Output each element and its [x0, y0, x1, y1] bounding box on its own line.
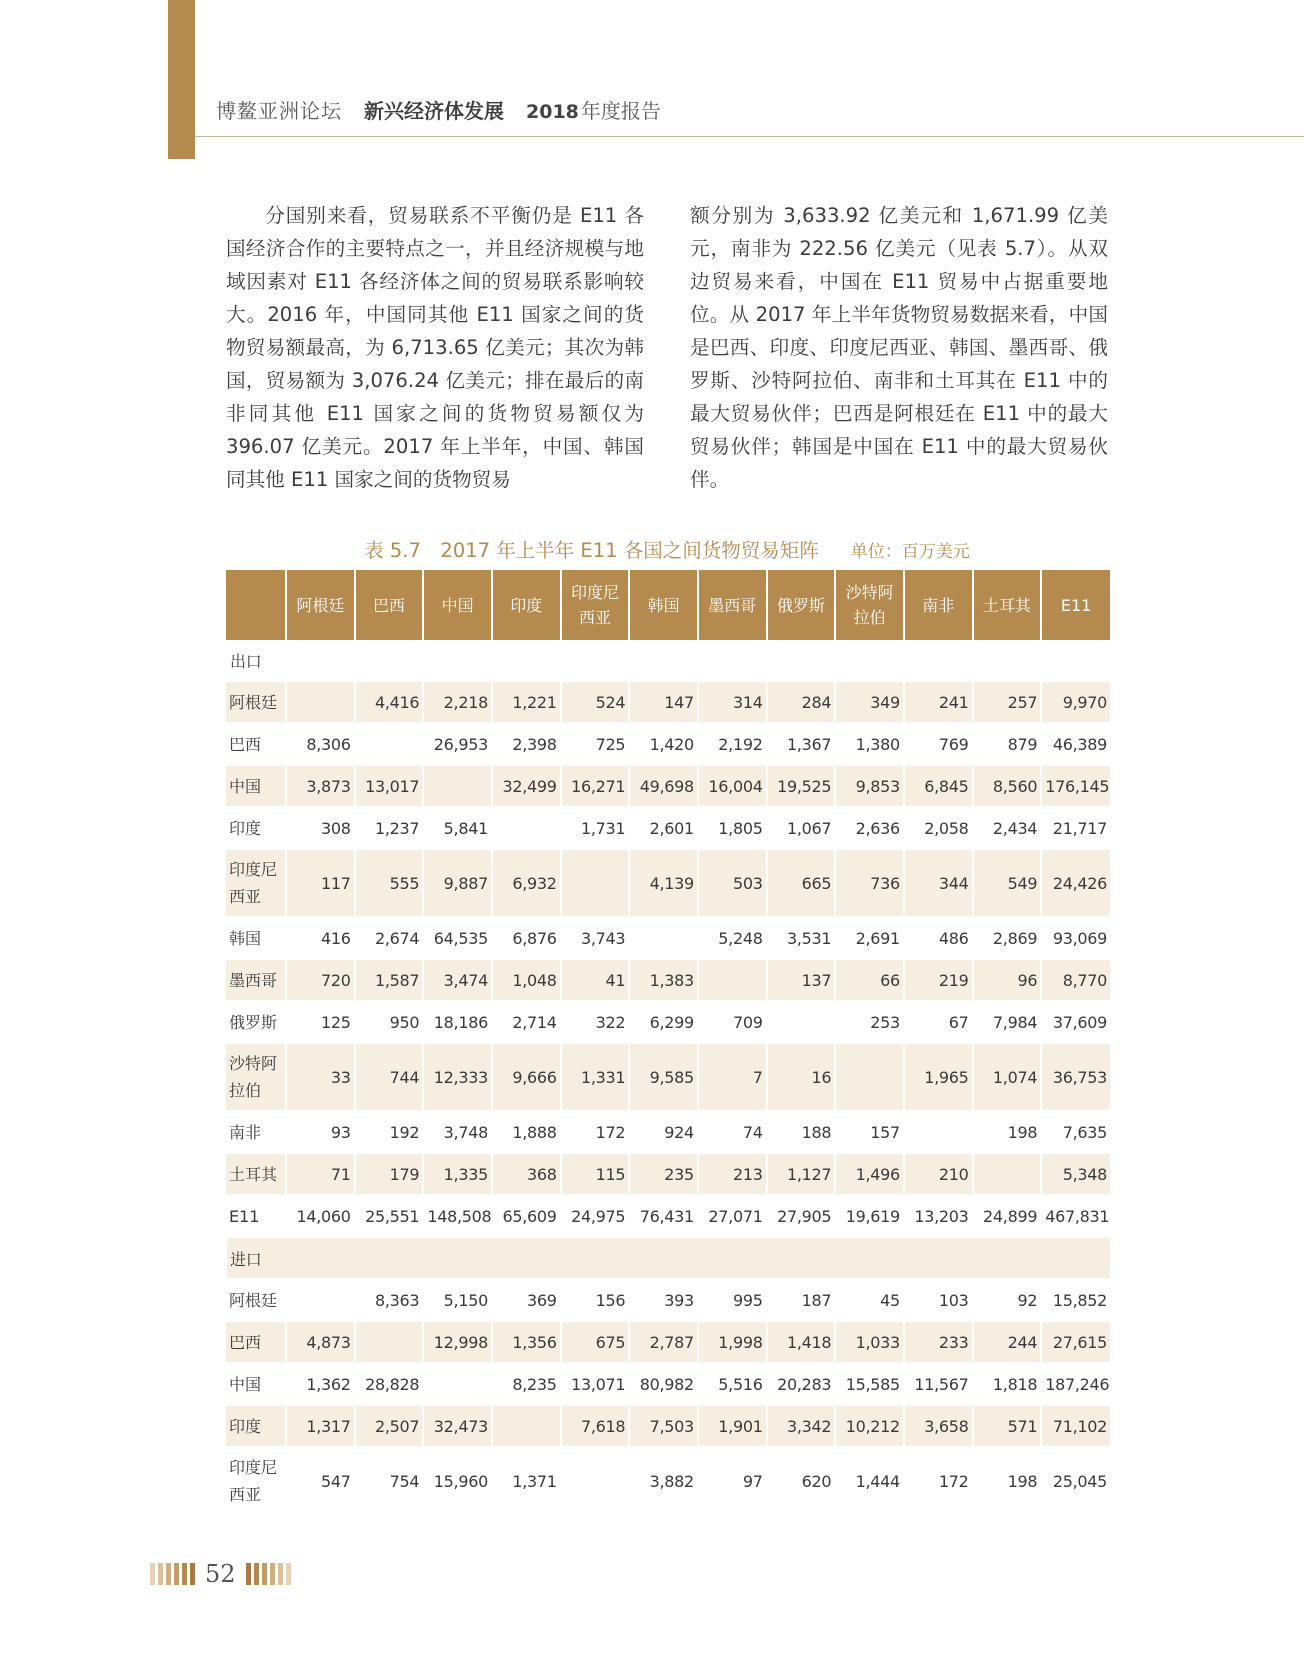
- table-cell: 9,666: [492, 1043, 561, 1111]
- row-label: 印度: [226, 807, 286, 849]
- table-cell: 46,389: [1041, 723, 1110, 765]
- table-cell: 13,203: [904, 1195, 973, 1237]
- table-row: [226, 765, 1110, 807]
- table-cell: 7: [698, 1043, 767, 1111]
- col-header: 阿根廷: [286, 570, 355, 640]
- table-cell: 6,845: [904, 765, 973, 807]
- row-label: 印度尼 西亚: [226, 849, 286, 917]
- table-body: [226, 640, 1110, 1515]
- table-cell: 14,060: [286, 1195, 355, 1237]
- table-cell: 16,004: [698, 765, 767, 807]
- table-cell: 3,342: [767, 1405, 836, 1447]
- table-row: [226, 807, 1110, 849]
- table-cell: 7,503: [629, 1405, 698, 1447]
- table-cell: 257: [973, 681, 1042, 723]
- row-label: 韩国: [226, 917, 286, 959]
- table-cell: 76,431: [629, 1195, 698, 1237]
- table-cell: 416: [286, 917, 355, 959]
- table-cell: 21,717: [1041, 807, 1110, 849]
- table-cell: [355, 1321, 424, 1363]
- table-cell: 148,508: [423, 1195, 492, 1237]
- table-cell: 709: [698, 1001, 767, 1043]
- table-cell: 547: [286, 1447, 355, 1515]
- table-cell: [492, 807, 561, 849]
- table-cell: 1,356: [492, 1321, 561, 1363]
- table-cell: 25,045: [1041, 1447, 1110, 1515]
- header-accent-bar: [168, 0, 195, 159]
- table-row: [226, 1195, 1110, 1237]
- section-label: 出口: [226, 640, 1110, 681]
- table-cell: 6,299: [629, 1001, 698, 1043]
- page-footer: [150, 1560, 291, 1588]
- table-cell: 157: [835, 1111, 904, 1153]
- table-cell: 1,418: [767, 1321, 836, 1363]
- table-cell: 1,371: [492, 1447, 561, 1515]
- table-cell: 344: [904, 849, 973, 917]
- table-cell: 2,636: [835, 807, 904, 849]
- table-cell: 5,248: [698, 917, 767, 959]
- table-cell: [904, 1111, 973, 1153]
- table-cell: 8,235: [492, 1363, 561, 1405]
- table-cell: 172: [561, 1111, 630, 1153]
- table-cell: 19,619: [835, 1195, 904, 1237]
- table-cell: 665: [767, 849, 836, 917]
- table-cell: 1,380: [835, 723, 904, 765]
- table-cell: 2,869: [973, 917, 1042, 959]
- row-label: 印度尼 西亚: [226, 1447, 286, 1515]
- table-cell: 308: [286, 807, 355, 849]
- table-cell: 27,071: [698, 1195, 767, 1237]
- header-title: 新兴经济体发展: [364, 99, 504, 123]
- table-cell: 2,601: [629, 807, 698, 849]
- table-cell: 1,362: [286, 1363, 355, 1405]
- table-cell: 233: [904, 1321, 973, 1363]
- table-cell: 16,271: [561, 765, 630, 807]
- table-cell: 754: [355, 1447, 424, 1515]
- table-cell: 9,853: [835, 765, 904, 807]
- table-cell: 253: [835, 1001, 904, 1043]
- body-column-left: [226, 199, 644, 496]
- table-cell: 147: [629, 681, 698, 723]
- table-cell: 2,218: [423, 681, 492, 723]
- body-paragraph-right: 额分别为 3,633.92 亿美元和 1,671.99 亿美元，南非为 222.56 亿美元（见表 5.7）。从双边贸易来看，中国在 E11 贸易中占据重要地位。从 2017 年上半年货物贸易数据来看，中国是巴西、印度、印度尼西亚、韩国、墨西哥、俄罗斯、沙特阿拉伯、南非和土耳其在 E11 中的最大贸易伙伴；巴西是阿根廷在 E11 中的最大贸易伙伴；韩国是中国在 E11 中的最大贸易伙伴。: [690, 204, 1108, 491]
- row-label: 沙特阿 拉伯: [226, 1043, 286, 1111]
- col-header: 巴西: [355, 570, 424, 640]
- table-cell: 37,609: [1041, 1001, 1110, 1043]
- header-forum: 博鳌亚洲论坛: [216, 99, 342, 123]
- table-cell: 6,876: [492, 917, 561, 959]
- table-cell: [629, 917, 698, 959]
- table-cell: 8,363: [355, 1279, 424, 1321]
- table-row: [226, 1405, 1110, 1447]
- table-caption: [226, 535, 1108, 563]
- table-cell: 96: [973, 959, 1042, 1001]
- table-cell: 1,367: [767, 723, 836, 765]
- table-cell: 9,970: [1041, 681, 1110, 723]
- table-cell: 219: [904, 959, 973, 1001]
- table-cell: 1,998: [698, 1321, 767, 1363]
- table-cell: 720: [286, 959, 355, 1001]
- table-cell: 28,828: [355, 1363, 424, 1405]
- table-cell: 7,618: [561, 1405, 630, 1447]
- table-cell: 2,192: [698, 723, 767, 765]
- table-cell: 9,585: [629, 1043, 698, 1111]
- row-label: 阿根廷: [226, 1279, 286, 1321]
- table-cell: 67: [904, 1001, 973, 1043]
- table-cell: 103: [904, 1279, 973, 1321]
- table-cell: 1,888: [492, 1111, 561, 1153]
- table-row: [226, 1111, 1110, 1153]
- table-cell: [355, 723, 424, 765]
- table-row: [226, 681, 1110, 723]
- header-blank: [226, 570, 286, 640]
- table-cell: 20,283: [767, 1363, 836, 1405]
- table-cell: 3,743: [561, 917, 630, 959]
- table-cell: 25,551: [355, 1195, 424, 1237]
- table-cell: 36,753: [1041, 1043, 1110, 1111]
- table-cell: 924: [629, 1111, 698, 1153]
- table-cell: 1,805: [698, 807, 767, 849]
- header-rule: [195, 136, 1304, 137]
- table-cell: 467,831: [1041, 1195, 1110, 1237]
- table-cell: 284: [767, 681, 836, 723]
- table-cell: 32,499: [492, 765, 561, 807]
- table-cell: 8,560: [973, 765, 1042, 807]
- table-cell: 5,150: [423, 1279, 492, 1321]
- table-cell: 879: [973, 723, 1042, 765]
- row-label: 巴西: [226, 1321, 286, 1363]
- table-cell: 93,069: [1041, 917, 1110, 959]
- row-label: E11: [226, 1195, 286, 1237]
- table-cell: 16: [767, 1043, 836, 1111]
- table-cell: 6,932: [492, 849, 561, 917]
- table-cell: 71: [286, 1153, 355, 1195]
- row-label: 俄罗斯: [226, 1001, 286, 1043]
- body-paragraph-left: 分国别来看，贸易联系不平衡仍是 E11 各国经济合作的主要特点之一，并且经济规模与地域因素对 E11 各经济体之间的贸易联系影响较大。2016 年，中国同其他 E11 国家之间的货物贸易额最高，为 6,713.65 亿美元；其次为韩国，贸易额为 3,076.24 亿美元；排在最后的南非同其他 E11 国家之间的货物贸易额仅为 396.07 亿美元。2017 年上半年，中国、韩国同其他 E11 国家之间的货物贸易: [226, 204, 644, 491]
- table-row: [226, 917, 1110, 959]
- table-cell: [561, 1447, 630, 1515]
- table-cell: 13,071: [561, 1363, 630, 1405]
- col-header: 印度: [492, 570, 561, 640]
- table-cell: 187: [767, 1279, 836, 1321]
- table-cell: 2,058: [904, 807, 973, 849]
- row-label: 土耳其: [226, 1153, 286, 1195]
- table-cell: 24,426: [1041, 849, 1110, 917]
- table-cell: 8,306: [286, 723, 355, 765]
- table-cell: [492, 1405, 561, 1447]
- table-cell: 92: [973, 1279, 1042, 1321]
- table-row: [226, 1153, 1110, 1195]
- table-cell: 4,139: [629, 849, 698, 917]
- table-cell: 2,507: [355, 1405, 424, 1447]
- table-cell: 4,416: [355, 681, 424, 723]
- table-cell: 198: [973, 1111, 1042, 1153]
- table-cell: 5,841: [423, 807, 492, 849]
- table-cell: 1,033: [835, 1321, 904, 1363]
- table-cell: 179: [355, 1153, 424, 1195]
- table-cell: 571: [973, 1405, 1042, 1447]
- table-cell: 486: [904, 917, 973, 959]
- row-label: 南非: [226, 1111, 286, 1153]
- table-cell: [286, 681, 355, 723]
- table-cell: 1,496: [835, 1153, 904, 1195]
- table-cell: [767, 1001, 836, 1043]
- table-row: [226, 849, 1110, 917]
- table-cell: [423, 1363, 492, 1405]
- table-cell: 1,731: [561, 807, 630, 849]
- table-cell: 314: [698, 681, 767, 723]
- table-cell: 244: [973, 1321, 1042, 1363]
- table-cell: 15,852: [1041, 1279, 1110, 1321]
- table-cell: 2,714: [492, 1001, 561, 1043]
- table-cell: 1,127: [767, 1153, 836, 1195]
- table-header-row: [226, 570, 1110, 640]
- table-cell: 71,102: [1041, 1405, 1110, 1447]
- table-cell: 32,473: [423, 1405, 492, 1447]
- row-label: 巴西: [226, 723, 286, 765]
- table-cell: 1,335: [423, 1153, 492, 1195]
- table-cell: 3,474: [423, 959, 492, 1001]
- table-cell: 369: [492, 1279, 561, 1321]
- table-cell: 549: [973, 849, 1042, 917]
- table-cell: 13,017: [355, 765, 424, 807]
- table-cell: 11,567: [904, 1363, 973, 1405]
- table-row: [226, 723, 1110, 765]
- table-cell: 675: [561, 1321, 630, 1363]
- table-cell: 5,516: [698, 1363, 767, 1405]
- left-stripes: [150, 1563, 195, 1585]
- table-cell: 620: [767, 1447, 836, 1515]
- section-label: 进口: [226, 1237, 1110, 1279]
- col-header: 中国: [423, 570, 492, 640]
- col-header: 土耳其: [973, 570, 1042, 640]
- table-row: [226, 1447, 1110, 1515]
- col-header: E11: [1041, 570, 1110, 640]
- table-cell: 97: [698, 1447, 767, 1515]
- row-label: 印度: [226, 1405, 286, 1447]
- table-cell: 187,246: [1041, 1363, 1110, 1405]
- table-cell: 1,074: [973, 1043, 1042, 1111]
- table-cell: 41: [561, 959, 630, 1001]
- table-cell: 503: [698, 849, 767, 917]
- table-row: [226, 1363, 1110, 1405]
- section-row: [226, 640, 1110, 681]
- table-cell: 1,237: [355, 807, 424, 849]
- table-cell: 1,965: [904, 1043, 973, 1111]
- table-title: 表 5.7 2017 年上半年 E11 各国之间货物贸易矩阵: [364, 539, 819, 562]
- section-row: [226, 1237, 1110, 1279]
- body-column-right: [690, 199, 1108, 496]
- col-header: 印度尼 西亚: [561, 570, 630, 640]
- table-cell: 15,585: [835, 1363, 904, 1405]
- table-cell: 2,398: [492, 723, 561, 765]
- table-cell: 12,998: [423, 1321, 492, 1363]
- table-cell: [698, 959, 767, 1001]
- table-cell: 555: [355, 849, 424, 917]
- header-year: 2018: [526, 101, 579, 123]
- table-cell: [561, 849, 630, 917]
- row-label: 阿根廷: [226, 681, 286, 723]
- table-cell: 125: [286, 1001, 355, 1043]
- table-row: [226, 959, 1110, 1001]
- running-header: [216, 95, 661, 127]
- table-cell: 368: [492, 1153, 561, 1195]
- row-label: 墨西哥: [226, 959, 286, 1001]
- table-cell: 744: [355, 1043, 424, 1111]
- table-cell: 736: [835, 849, 904, 917]
- table-cell: 74: [698, 1111, 767, 1153]
- header-suffix: 年度报告: [580, 99, 661, 123]
- table-cell: 995: [698, 1279, 767, 1321]
- col-header: 俄罗斯: [767, 570, 836, 640]
- table-cell: 210: [904, 1153, 973, 1195]
- table-cell: 2,434: [973, 807, 1042, 849]
- table-cell: 1,901: [698, 1405, 767, 1447]
- table-cell: 2,787: [629, 1321, 698, 1363]
- table-cell: 1,331: [561, 1043, 630, 1111]
- table-cell: 393: [629, 1279, 698, 1321]
- table-cell: 1,818: [973, 1363, 1042, 1405]
- table-row: [226, 1321, 1110, 1363]
- table-cell: 27,615: [1041, 1321, 1110, 1363]
- col-header: 沙特阿 拉伯: [835, 570, 904, 640]
- table-row: [226, 1279, 1110, 1321]
- table-cell: 198: [973, 1447, 1042, 1515]
- table-cell: 26,953: [423, 723, 492, 765]
- table-cell: 80,982: [629, 1363, 698, 1405]
- table-cell: 3,531: [767, 917, 836, 959]
- table-cell: 235: [629, 1153, 698, 1195]
- table-cell: 27,905: [767, 1195, 836, 1237]
- table-cell: 1,048: [492, 959, 561, 1001]
- table-cell: 3,882: [629, 1447, 698, 1515]
- table-cell: 769: [904, 723, 973, 765]
- table-row: [226, 1043, 1110, 1111]
- col-header: 墨西哥: [698, 570, 767, 640]
- table-cell: 5,348: [1041, 1153, 1110, 1195]
- table-cell: 10,212: [835, 1405, 904, 1447]
- table-cell: 950: [355, 1001, 424, 1043]
- table-cell: [973, 1153, 1042, 1195]
- table-cell: 3,873: [286, 765, 355, 807]
- table-cell: 241: [904, 681, 973, 723]
- table-cell: 137: [767, 959, 836, 1001]
- col-header: 韩国: [629, 570, 698, 640]
- table-cell: 93: [286, 1111, 355, 1153]
- table-cell: 33: [286, 1043, 355, 1111]
- table-cell: 176,145: [1041, 765, 1110, 807]
- table-cell: 322: [561, 1001, 630, 1043]
- table-cell: 349: [835, 681, 904, 723]
- table-cell: 49,698: [629, 765, 698, 807]
- table-cell: 9,887: [423, 849, 492, 917]
- table-cell: 24,899: [973, 1195, 1042, 1237]
- table-cell: 1,444: [835, 1447, 904, 1515]
- table-cell: 19,525: [767, 765, 836, 807]
- table-cell: 1,317: [286, 1405, 355, 1447]
- table-cell: 8,770: [1041, 959, 1110, 1001]
- table-cell: 156: [561, 1279, 630, 1321]
- table-cell: 172: [904, 1447, 973, 1515]
- table-cell: 2,674: [355, 917, 424, 959]
- table-cell: 1,420: [629, 723, 698, 765]
- table-cell: 12,333: [423, 1043, 492, 1111]
- table-cell: 24,975: [561, 1195, 630, 1237]
- table-cell: 725: [561, 723, 630, 765]
- table-cell: 188: [767, 1111, 836, 1153]
- table-cell: 524: [561, 681, 630, 723]
- table-cell: 15,960: [423, 1447, 492, 1515]
- table-cell: 117: [286, 849, 355, 917]
- table-cell: [286, 1279, 355, 1321]
- page-number: 52: [205, 1560, 236, 1588]
- table-cell: [835, 1043, 904, 1111]
- table-cell: 2,691: [835, 917, 904, 959]
- table-cell: 1,587: [355, 959, 424, 1001]
- table-cell: 7,984: [973, 1001, 1042, 1043]
- table-cell: 3,748: [423, 1111, 492, 1153]
- col-header: 南非: [904, 570, 973, 640]
- table-cell: 1,383: [629, 959, 698, 1001]
- right-stripes: [246, 1563, 291, 1585]
- row-label: 中国: [226, 765, 286, 807]
- table-cell: 1,067: [767, 807, 836, 849]
- table-cell: 115: [561, 1153, 630, 1195]
- table-unit: 单位：百万美元: [850, 542, 970, 562]
- table-cell: 64,535: [423, 917, 492, 959]
- table-cell: 4,873: [286, 1321, 355, 1363]
- table-cell: 7,635: [1041, 1111, 1110, 1153]
- table-cell: 18,186: [423, 1001, 492, 1043]
- table-cell: 66: [835, 959, 904, 1001]
- table-cell: 45: [835, 1279, 904, 1321]
- table-cell: [423, 765, 492, 807]
- trade-matrix-table: [225, 570, 1110, 1516]
- table-cell: 213: [698, 1153, 767, 1195]
- row-label: 中国: [226, 1363, 286, 1405]
- table-cell: 3,658: [904, 1405, 973, 1447]
- table-cell: 192: [355, 1111, 424, 1153]
- table-row: [226, 1001, 1110, 1043]
- table-cell: 1,221: [492, 681, 561, 723]
- table-cell: 65,609: [492, 1195, 561, 1237]
